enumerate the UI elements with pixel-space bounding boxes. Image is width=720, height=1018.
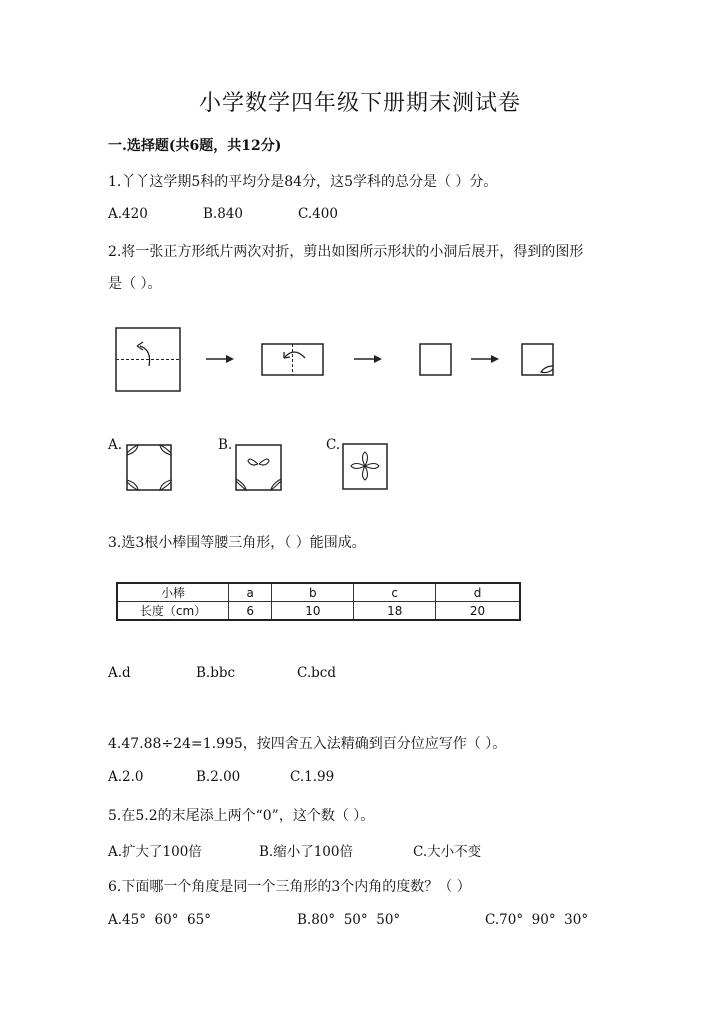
q6-option-a[interactable]: A.45° 60° 65° (108, 912, 211, 928)
q6-option-c[interactable]: C.70° 90° 30° (485, 912, 589, 928)
q5-option-a[interactable]: A.扩大了100倍 (108, 844, 202, 860)
table-header-cell: b (272, 583, 354, 602)
q2-option-a-label[interactable]: A. (108, 437, 123, 453)
q3-option-b[interactable]: B.bbc (196, 665, 236, 681)
page-title: 小学数学四年级下册期末测试卷 (198, 91, 521, 116)
section-heading: 一.选择题(共6题，共12分) (108, 138, 282, 154)
q2-option-b-label[interactable]: B. (218, 437, 233, 453)
question-2-text-line1: 2.将一张正方形纸片两次对折，剪出如图所示形状的小洞后展开，得到的图形 (108, 244, 584, 260)
q4-option-b[interactable]: B.2.00 (196, 769, 241, 785)
table-cell: 长度（cm） (117, 602, 229, 621)
table-cell: 6 (229, 602, 272, 621)
q1-option-b[interactable]: B.840 (203, 206, 243, 222)
q4-option-c[interactable]: C.1.99 (290, 769, 335, 785)
question-6-text: 6.下面哪一个角度是同一个三角形的3个内角的度数？（ ） (108, 879, 471, 895)
question-2-text-line2: 是（ ）。 (108, 276, 162, 292)
table-header-row (117, 583, 520, 602)
question-5-text: 5.在5.2的末尾添上两个“0”，这个数（ ）。 (108, 808, 375, 824)
q3-option-a[interactable]: A.d (108, 665, 131, 681)
question-3-text: 3.选3根小棒围等腰三角形，（ ）能围成。 (108, 535, 366, 551)
q1-option-a[interactable]: A.420 (108, 206, 148, 222)
question-1-text: 1.丫丫这学期5科的平均分是84分，这5学科的总分是（ ）分。 (108, 174, 498, 190)
q5-option-c[interactable]: C.大小不变 (413, 844, 482, 860)
q3-option-c[interactable]: C.bcd (297, 665, 336, 681)
table-header-cell: 小棒 (117, 583, 229, 602)
table-header-cell: d (436, 583, 520, 602)
table-header-cell: a (229, 583, 272, 602)
option-c-figure[interactable] (343, 444, 387, 489)
table-header-cell: c (354, 583, 436, 602)
option-a-figure[interactable] (127, 445, 171, 490)
table-cell: 20 (436, 602, 520, 621)
option-b-figure[interactable] (236, 445, 281, 490)
table-cell: 18 (354, 602, 436, 621)
table-cell: 10 (272, 602, 354, 621)
q4-option-a[interactable]: A.2.0 (108, 769, 144, 785)
q6-option-b[interactable]: B.80° 50° 50° (297, 912, 401, 928)
q2-option-c-label[interactable]: C. (326, 437, 341, 453)
question-4-text: 4.47.88÷24=1.995，按四舍五入法精确到百分位应写作（ ）。 (108, 736, 507, 752)
q5-option-b[interactable]: B.缩小了100倍 (259, 844, 353, 860)
q1-option-c[interactable]: C.400 (298, 206, 338, 222)
table-row (117, 602, 520, 621)
stick-length-table (116, 582, 521, 621)
